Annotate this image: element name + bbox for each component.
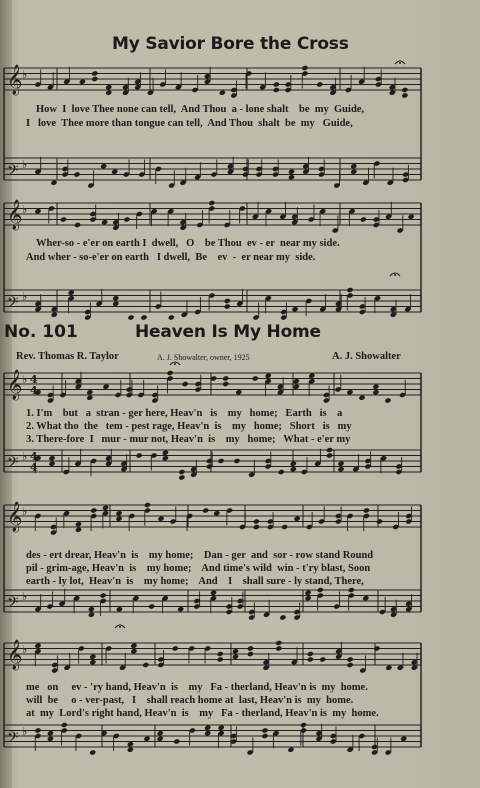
note-head — [233, 458, 240, 464]
time-signature: 4 — [30, 384, 38, 397]
key-flat-icon: ♭ — [22, 590, 28, 603]
note-head — [326, 452, 333, 458]
note-head — [140, 314, 147, 320]
note-head — [337, 461, 344, 467]
bass-clef-icon: 𝄢 — [7, 454, 19, 475]
note-head — [347, 662, 354, 668]
note-head — [102, 384, 109, 390]
note-head — [167, 370, 174, 376]
note-head — [157, 516, 164, 522]
note-head — [287, 747, 294, 753]
key-flat-icon: ♭ — [22, 450, 28, 463]
note-head — [305, 595, 312, 601]
note-head — [60, 216, 67, 222]
bass-clef-icon: 𝄢 — [7, 294, 19, 315]
fermata-dot — [394, 274, 396, 276]
note-head — [275, 645, 282, 651]
note-head — [86, 395, 93, 401]
lyric-line: 2. What tho the tem - pest rage, Heav'n is my home; Short is my — [26, 421, 352, 432]
note-head — [273, 87, 280, 93]
note-head — [290, 466, 297, 472]
note-head — [48, 455, 55, 461]
note-head — [279, 614, 286, 620]
note-head — [308, 373, 315, 379]
note-head — [123, 216, 130, 222]
note-head — [253, 524, 260, 530]
note-head — [326, 447, 333, 453]
bass-clef-icon: 𝄢 — [7, 729, 19, 750]
note-head — [202, 507, 209, 513]
note-head — [293, 384, 300, 390]
lyric-line: des - ert drear, Heav'n is my home; Dan - ger and sor - row stand Round — [26, 550, 374, 561]
treble-clef-icon: 𝄞 — [7, 370, 23, 400]
note-head — [105, 90, 112, 96]
lyric-line: at my Lord's right hand, Heav'n is my Fa - therland, Heav'n is my home. — [26, 708, 379, 719]
treble-clef-icon: 𝄞 — [7, 502, 23, 532]
note-head — [130, 648, 137, 654]
note-head — [89, 659, 96, 665]
note-head — [293, 378, 300, 384]
note-head — [372, 389, 379, 395]
note-head — [102, 505, 109, 511]
note-head — [232, 654, 239, 660]
note-head — [127, 747, 134, 753]
note-head — [115, 510, 122, 516]
key-flat-icon: ♭ — [22, 203, 28, 216]
treble-clef-icon: 𝄞 — [7, 65, 23, 95]
note-head — [105, 84, 112, 90]
note-head — [88, 606, 95, 612]
note-head — [162, 450, 169, 456]
note-head — [224, 303, 231, 309]
lyric-line: 1. I'm but a stran - ger here, Heav'n is my home; Earth is a — [26, 408, 343, 419]
lyricist-credit: Rev. Thomas R. Taylor — [16, 351, 119, 362]
note-head — [89, 654, 96, 660]
note-head — [261, 733, 268, 739]
note-head — [363, 507, 370, 513]
note-head — [347, 656, 354, 662]
lyric-line: And wher - so-e'er on earth I dwell, Be ev - er near my side. — [26, 252, 316, 263]
note-head — [360, 216, 367, 222]
note-head — [350, 163, 357, 169]
note-head — [144, 502, 151, 508]
note-head — [75, 527, 82, 533]
note-head — [385, 665, 392, 671]
bass-clef-icon: 𝄢 — [7, 594, 19, 615]
note-head — [261, 727, 268, 733]
note-head — [91, 70, 98, 76]
note-head — [252, 375, 259, 381]
composer-credit: A. J. Showalter — [332, 351, 401, 362]
note-head — [217, 651, 224, 657]
note-head — [265, 373, 272, 379]
note-head — [247, 645, 254, 651]
note-head — [224, 298, 231, 304]
note-head — [232, 648, 239, 654]
note-head — [301, 65, 308, 71]
note-head — [112, 295, 119, 301]
note-head — [372, 384, 379, 390]
note-head — [373, 645, 380, 651]
lyric-line: How I love Thee none can tell, And Thou a - lone shalt be my Guide, — [36, 104, 365, 115]
note-head — [337, 466, 344, 472]
note-head — [177, 606, 184, 612]
key-flat-icon: ♭ — [22, 158, 28, 171]
note-head — [148, 603, 155, 609]
note-head — [305, 590, 312, 596]
fermata-dot — [119, 626, 121, 628]
note-head — [162, 455, 169, 461]
treble-clef-icon: 𝄞 — [7, 640, 23, 670]
note-head — [222, 381, 229, 387]
lyric-line: I love Thee more than tongue can tell, And Thou shalt be my Guide, — [26, 118, 353, 129]
note-head — [273, 81, 280, 87]
note-head — [34, 208, 41, 214]
note-head — [47, 736, 54, 742]
note-head — [204, 725, 211, 731]
note-head — [253, 518, 260, 524]
note-head — [401, 92, 408, 98]
hymn-number: No. 101 — [4, 322, 78, 342]
note-head — [358, 395, 365, 401]
lyric-line: earth - ly lot, Heav'n is my home; And I shall sure - ly stand, There, — [26, 576, 364, 587]
fermata-dot — [174, 363, 176, 365]
lyric-line: pil - grim-age, Heav'n is my home; And time's wild win - t'ry blast, Soon — [26, 563, 371, 574]
hymn-title-my-savior: My Savior Bore the Cross — [112, 34, 349, 54]
note-head — [47, 730, 54, 736]
bass-clef-icon: 𝄢 — [7, 162, 19, 183]
note-head — [217, 458, 224, 464]
note-head — [350, 169, 357, 175]
note-head — [204, 730, 211, 736]
note-head — [362, 595, 369, 601]
note-head — [130, 643, 137, 649]
time-signature: 4 — [30, 461, 38, 474]
note-head — [218, 725, 225, 731]
key-flat-icon: ♭ — [22, 373, 28, 386]
lyric-line: will be o - ver-past, I shall reach home at last, Heav'n is my home. — [26, 695, 354, 706]
note-head — [307, 651, 314, 657]
note-head — [79, 79, 86, 85]
note-head — [401, 87, 408, 93]
note-head — [91, 76, 98, 82]
lyric-line: 3. There-fore I mur - mur not, Heav'n is my home; What - e'er my — [26, 434, 351, 445]
note-head — [208, 200, 215, 206]
note-head — [400, 736, 407, 742]
note-head — [210, 590, 217, 596]
note-head — [178, 469, 185, 475]
note-head — [101, 219, 108, 225]
note-head — [34, 727, 41, 733]
note-head — [112, 301, 119, 307]
note-head — [86, 389, 93, 395]
key-flat-icon: ♭ — [22, 725, 28, 738]
note-head — [34, 643, 41, 649]
note-head — [346, 287, 353, 293]
note-head — [384, 397, 391, 403]
note-head — [319, 656, 326, 662]
note-head — [213, 510, 220, 516]
note-head — [292, 306, 299, 312]
note-head — [89, 749, 96, 755]
note-head — [116, 606, 123, 612]
note-head — [50, 180, 57, 186]
key-flat-icon: ♭ — [22, 643, 28, 656]
note-head — [275, 640, 282, 646]
note-head — [172, 645, 179, 651]
note-head — [288, 169, 295, 175]
note-head — [300, 722, 307, 728]
lyric-line: Wher-so - e'er on earth I dwell, O be Thou ev - er near my side. — [36, 238, 340, 249]
note-head — [136, 452, 143, 458]
note-head — [68, 290, 75, 296]
note-head — [376, 518, 383, 524]
note-head — [235, 389, 242, 395]
time-signature: 4 — [30, 373, 38, 386]
note-head — [222, 375, 229, 381]
note-head — [111, 169, 118, 175]
note-head — [316, 81, 323, 87]
note-head — [288, 174, 295, 180]
note-head — [278, 469, 285, 475]
note-head — [281, 524, 288, 530]
note-head — [115, 516, 122, 522]
key-flat-icon: ♭ — [22, 68, 28, 81]
note-head — [157, 736, 164, 742]
key-flat-icon: ♭ — [22, 505, 28, 518]
note-head — [88, 612, 95, 618]
note-head — [127, 741, 134, 747]
note-head — [73, 171, 80, 177]
note-head — [408, 214, 415, 220]
note-head — [127, 314, 134, 320]
note-head — [182, 381, 189, 387]
time-signature: 4 — [30, 450, 38, 463]
note-head — [74, 222, 81, 228]
fermata-dot — [399, 62, 401, 64]
note-head — [290, 461, 297, 467]
note-head — [294, 516, 301, 522]
note-head — [219, 90, 226, 96]
note-head — [100, 592, 107, 598]
note-head — [307, 656, 314, 662]
copyright-credit: A. J. Showalter, owner, 1925 — [157, 353, 250, 362]
note-head — [90, 507, 97, 513]
note-head — [143, 736, 150, 742]
hymn-title-heaven: Heaven Is My Home — [135, 322, 321, 342]
note-head — [142, 662, 149, 668]
note-head — [61, 722, 68, 728]
note-head — [100, 163, 107, 169]
note-head — [75, 521, 82, 527]
note-head — [51, 312, 58, 318]
note-head — [346, 389, 353, 395]
treble-clef-icon: 𝄞 — [7, 200, 23, 230]
note-head — [48, 461, 55, 467]
note-head — [178, 474, 185, 480]
lyric-line: me on ev - 'ry hand, Heav'n is my Fa - therland, Heav'n is my home. — [26, 682, 368, 693]
note-head — [247, 651, 254, 657]
note-head — [173, 738, 180, 744]
note-head — [217, 656, 224, 662]
note-head — [157, 730, 164, 736]
note-head — [168, 314, 175, 320]
key-flat-icon: ♭ — [22, 290, 28, 303]
